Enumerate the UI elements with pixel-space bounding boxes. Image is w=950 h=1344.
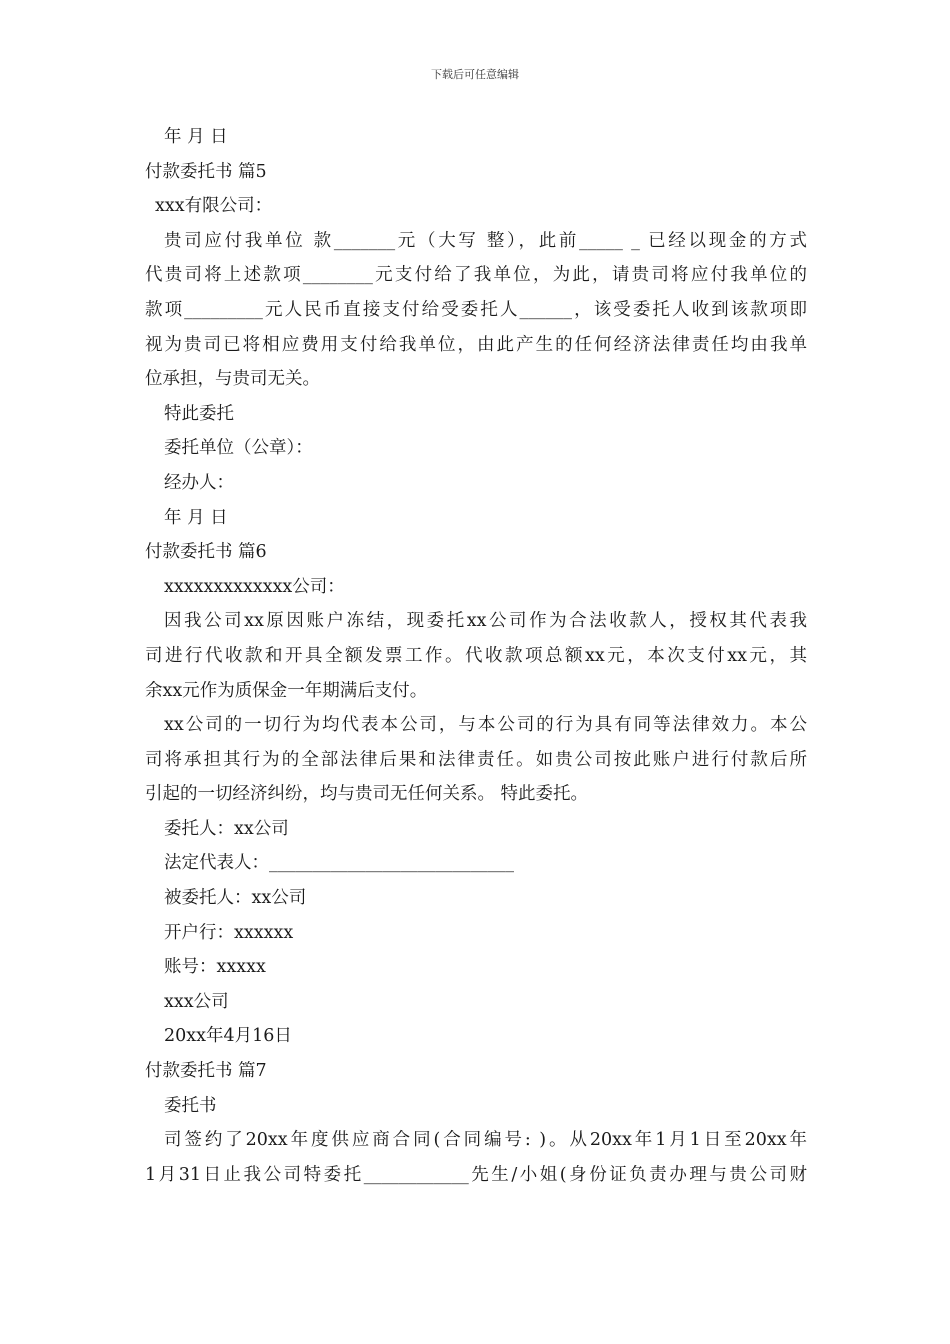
body-paragraph	[145, 604, 807, 708]
paragraph-line: 代贵司将上述款项________元支付给了我单位，为此，请贵司将应付我单位的	[145, 265, 807, 286]
paragraph-line: 视为贵司已将相应费用支付给我单位，由此产生的任何经济法律责任均由我单	[145, 334, 807, 355]
paragraph-line: 司签约了20xx年度供应商合同(合同编号: )。从20xx年1月1日至20xx年	[164, 1130, 807, 1151]
date-line: 年 月 日	[164, 127, 228, 147]
section-title: 付款委托书 篇5	[145, 161, 267, 182]
addressee: xxx有限公司：	[155, 196, 273, 217]
body-paragraph	[145, 224, 807, 397]
addressee: xxxxxxxxxxxxx公司：	[164, 576, 345, 597]
paragraph-line: 贵司应付我单位 款_______元（大写 整），此前_____ _ 已经以现金的方式	[164, 230, 807, 251]
handler-line: 经办人：	[164, 472, 234, 493]
paragraph-line: 司进行代收款和开具全额发票工作。代收款项总额xx元，本次支付xx元，其	[145, 645, 807, 666]
section-title: 付款委托书 篇7	[145, 1061, 267, 1082]
paragraph-line: 1月31日止我公司特委托____________先生/小姐(身份证负责办理与贵公司财	[145, 1164, 807, 1185]
paragraph-line: 余xx元作为质保金一年期满后支付。	[145, 680, 428, 701]
document-body	[145, 120, 807, 1192]
body-paragraph	[145, 708, 807, 812]
paragraph-line: 因我公司xx原因账户冻结，现委托xx公司作为合法收款人，授权其代表我	[164, 611, 807, 632]
paragraph-line: xx公司的一切行为均代表本公司，与本公司的行为具有同等法律效力。本公	[164, 715, 807, 736]
document-heading: 委托书	[164, 1095, 217, 1116]
date-line: 年 月 日	[164, 507, 228, 528]
bank-line: 开户行：xxxxxx	[164, 922, 294, 943]
hereby-line: 特此委托	[164, 403, 234, 424]
agent-line: 被委托人：xx公司	[164, 888, 307, 909]
account-line: 账号：xxxxx	[164, 957, 266, 978]
date-line: 20xx年4月16日	[164, 1026, 292, 1047]
paragraph-line: 位承担，与贵司无关。	[145, 369, 320, 390]
paragraph-line: 引起的一切经济纠纷，均与贵司无任何关系。 特此委托。	[145, 784, 589, 805]
body-paragraph	[145, 1123, 807, 1192]
legal-representative-line: 法定代表人：____________________________	[164, 853, 514, 874]
principal-unit-line: 委托单位（公章）：	[164, 438, 313, 459]
section-title: 付款委托书 篇6	[145, 542, 267, 563]
paragraph-line: 款项_________元人民币直接支付给受委托人______，该受委托人收到该款项即	[145, 299, 807, 320]
principal-line: 委托人：xx公司	[164, 818, 289, 839]
company-line: xxx公司	[164, 991, 229, 1012]
page-header-note: 下载后可任意编辑	[431, 68, 519, 81]
paragraph-line: 司将承担其行为的全部法律后果和法律责任。如贵公司按此账户进行付款后所	[145, 749, 807, 770]
